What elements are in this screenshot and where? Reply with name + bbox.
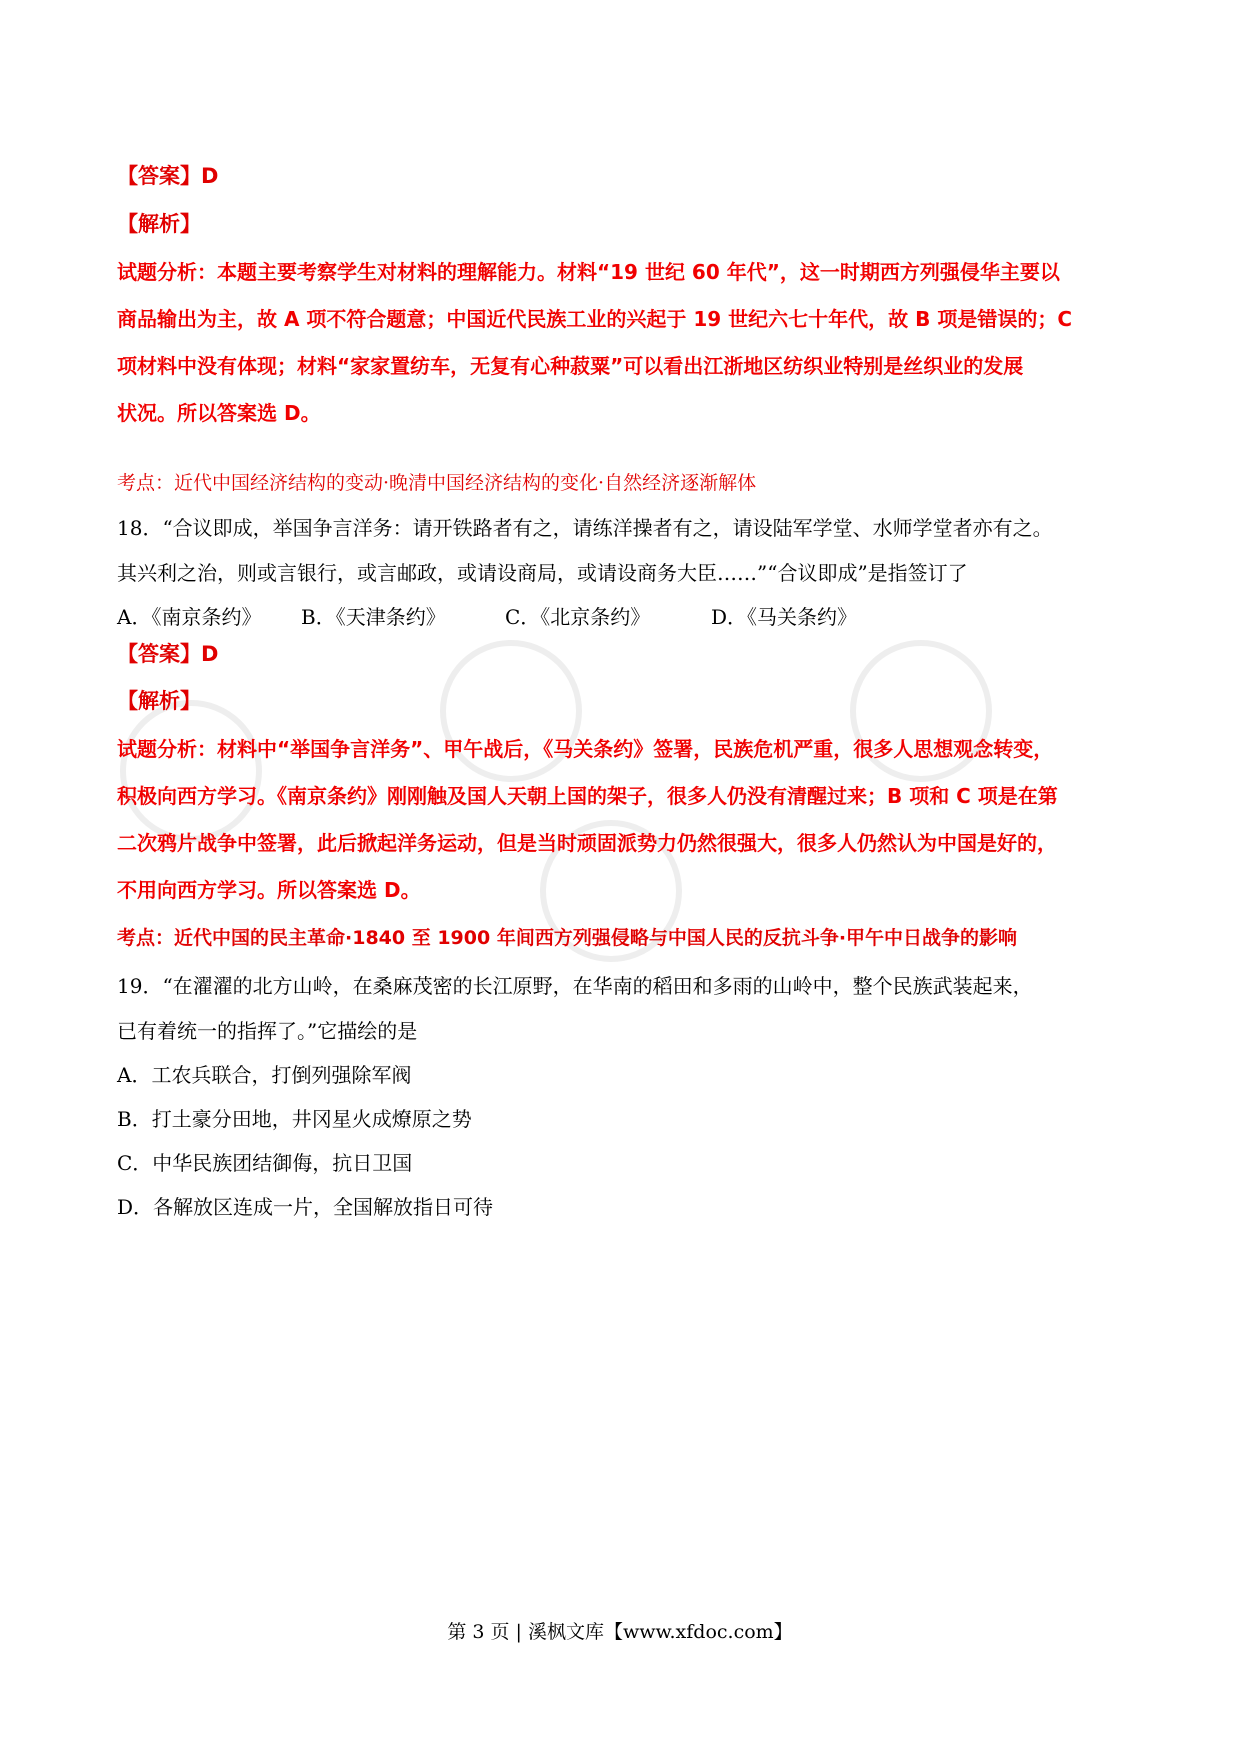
q19-option-d: D．各解放区连成一片，全国解放指日可待 bbox=[117, 1195, 494, 1219]
q17-analysis-line: 试题分析：本题主要考察学生对材料的理解能力。材料“19 世纪 60 年代”，这一时期西方列强侵华主要以 bbox=[117, 260, 1060, 284]
q17-analysis-line: 项材料中没有体现；材料“家家置纺车，无复有心种菽粟”可以看出江浙地区纺织业特别是丝织业的发展 bbox=[117, 354, 1024, 378]
q17-analysis-title: 【解析】 bbox=[117, 212, 201, 236]
q18-analysis-line: 二次鸦片战争中签署，此后掀起洋务运动，但是当时顽固派势力仍然很强大，很多人仍然认为中国是好的， bbox=[117, 831, 1057, 855]
watermark-seal bbox=[120, 700, 262, 842]
q18-answer: 【答案】D bbox=[117, 642, 219, 666]
q19-stem-line: 19．“在濯濯的北方山岭，在桑麻茂密的长江原野，在华南的稻田和多雨的山岭中，整个民族武装起来， bbox=[117, 974, 1033, 998]
q19-option-c: C．中华民族团结御侮，抗日卫国 bbox=[117, 1151, 413, 1175]
q18-option-b: B．《天津条约》 bbox=[301, 605, 446, 629]
q18-analysis-line: 不用向西方学习。所以答案选 D。 bbox=[117, 878, 421, 902]
q18-option-d: D．《马关条约》 bbox=[711, 605, 858, 629]
q17-analysis-line: 商品输出为主，故 A 项不符合题意；中国近代民族工业的兴起于 19 世纪六七十年代，故 B 项是错误的；C bbox=[117, 307, 1073, 331]
q19-option-b: B．打土豪分田地，井冈星火成燎原之势 bbox=[117, 1107, 472, 1131]
q18-options bbox=[117, 601, 857, 630]
q19-stem-line: 已有着统一的指挥了。”它描绘的是 bbox=[117, 1019, 418, 1043]
q18-analysis-title: 【解析】 bbox=[117, 689, 201, 713]
q18-stem-line: 18．“合议即成，举国争言洋务：请开铁路者有之，请练洋操者有之，请设陆军学堂、水师学堂者亦有之。 bbox=[117, 516, 1053, 540]
q19-option-a: A．工农兵联合，打倒列强除军阀 bbox=[117, 1063, 412, 1087]
q17-answer: 【答案】D bbox=[117, 164, 219, 188]
q18-stem-line: 其兴利之治，则或言银行，或言邮政，或请设商局，或请设商务大臣……”“合议即成”是指签订了 bbox=[117, 561, 968, 585]
q18-option-a: A．《南京条约》 bbox=[117, 605, 262, 629]
q17-kaodian: 考点：近代中国经济结构的变动·晚清中国经济结构的变化·自然经济逐渐解体 bbox=[117, 472, 757, 494]
q18-analysis-line: 试题分析：材料中“举国争言洋务”、甲午战后，《马关条约》签署，民族危机严重，很多人思想观念转变， bbox=[117, 737, 1054, 761]
q18-analysis-line: 积极向西方学习。《南京条约》刚刚触及国人天朝上国的架子，很多人仍没有清醒过来；B 项和 C 项是在第 bbox=[117, 784, 1058, 808]
page-footer: 第 3 页 | 溪枫文库【www.xfdoc.com】 bbox=[447, 1621, 793, 1643]
q18-option-c: C．《北京条约》 bbox=[505, 605, 651, 629]
q18-kaodian: 考点：近代中国的民主革命·1840 至 1900 年间西方列强侵略与中国人民的反抗斗争·甲午中日战争的影响 bbox=[117, 927, 1018, 949]
q17-analysis-line: 状况。所以答案选 D。 bbox=[117, 401, 321, 425]
